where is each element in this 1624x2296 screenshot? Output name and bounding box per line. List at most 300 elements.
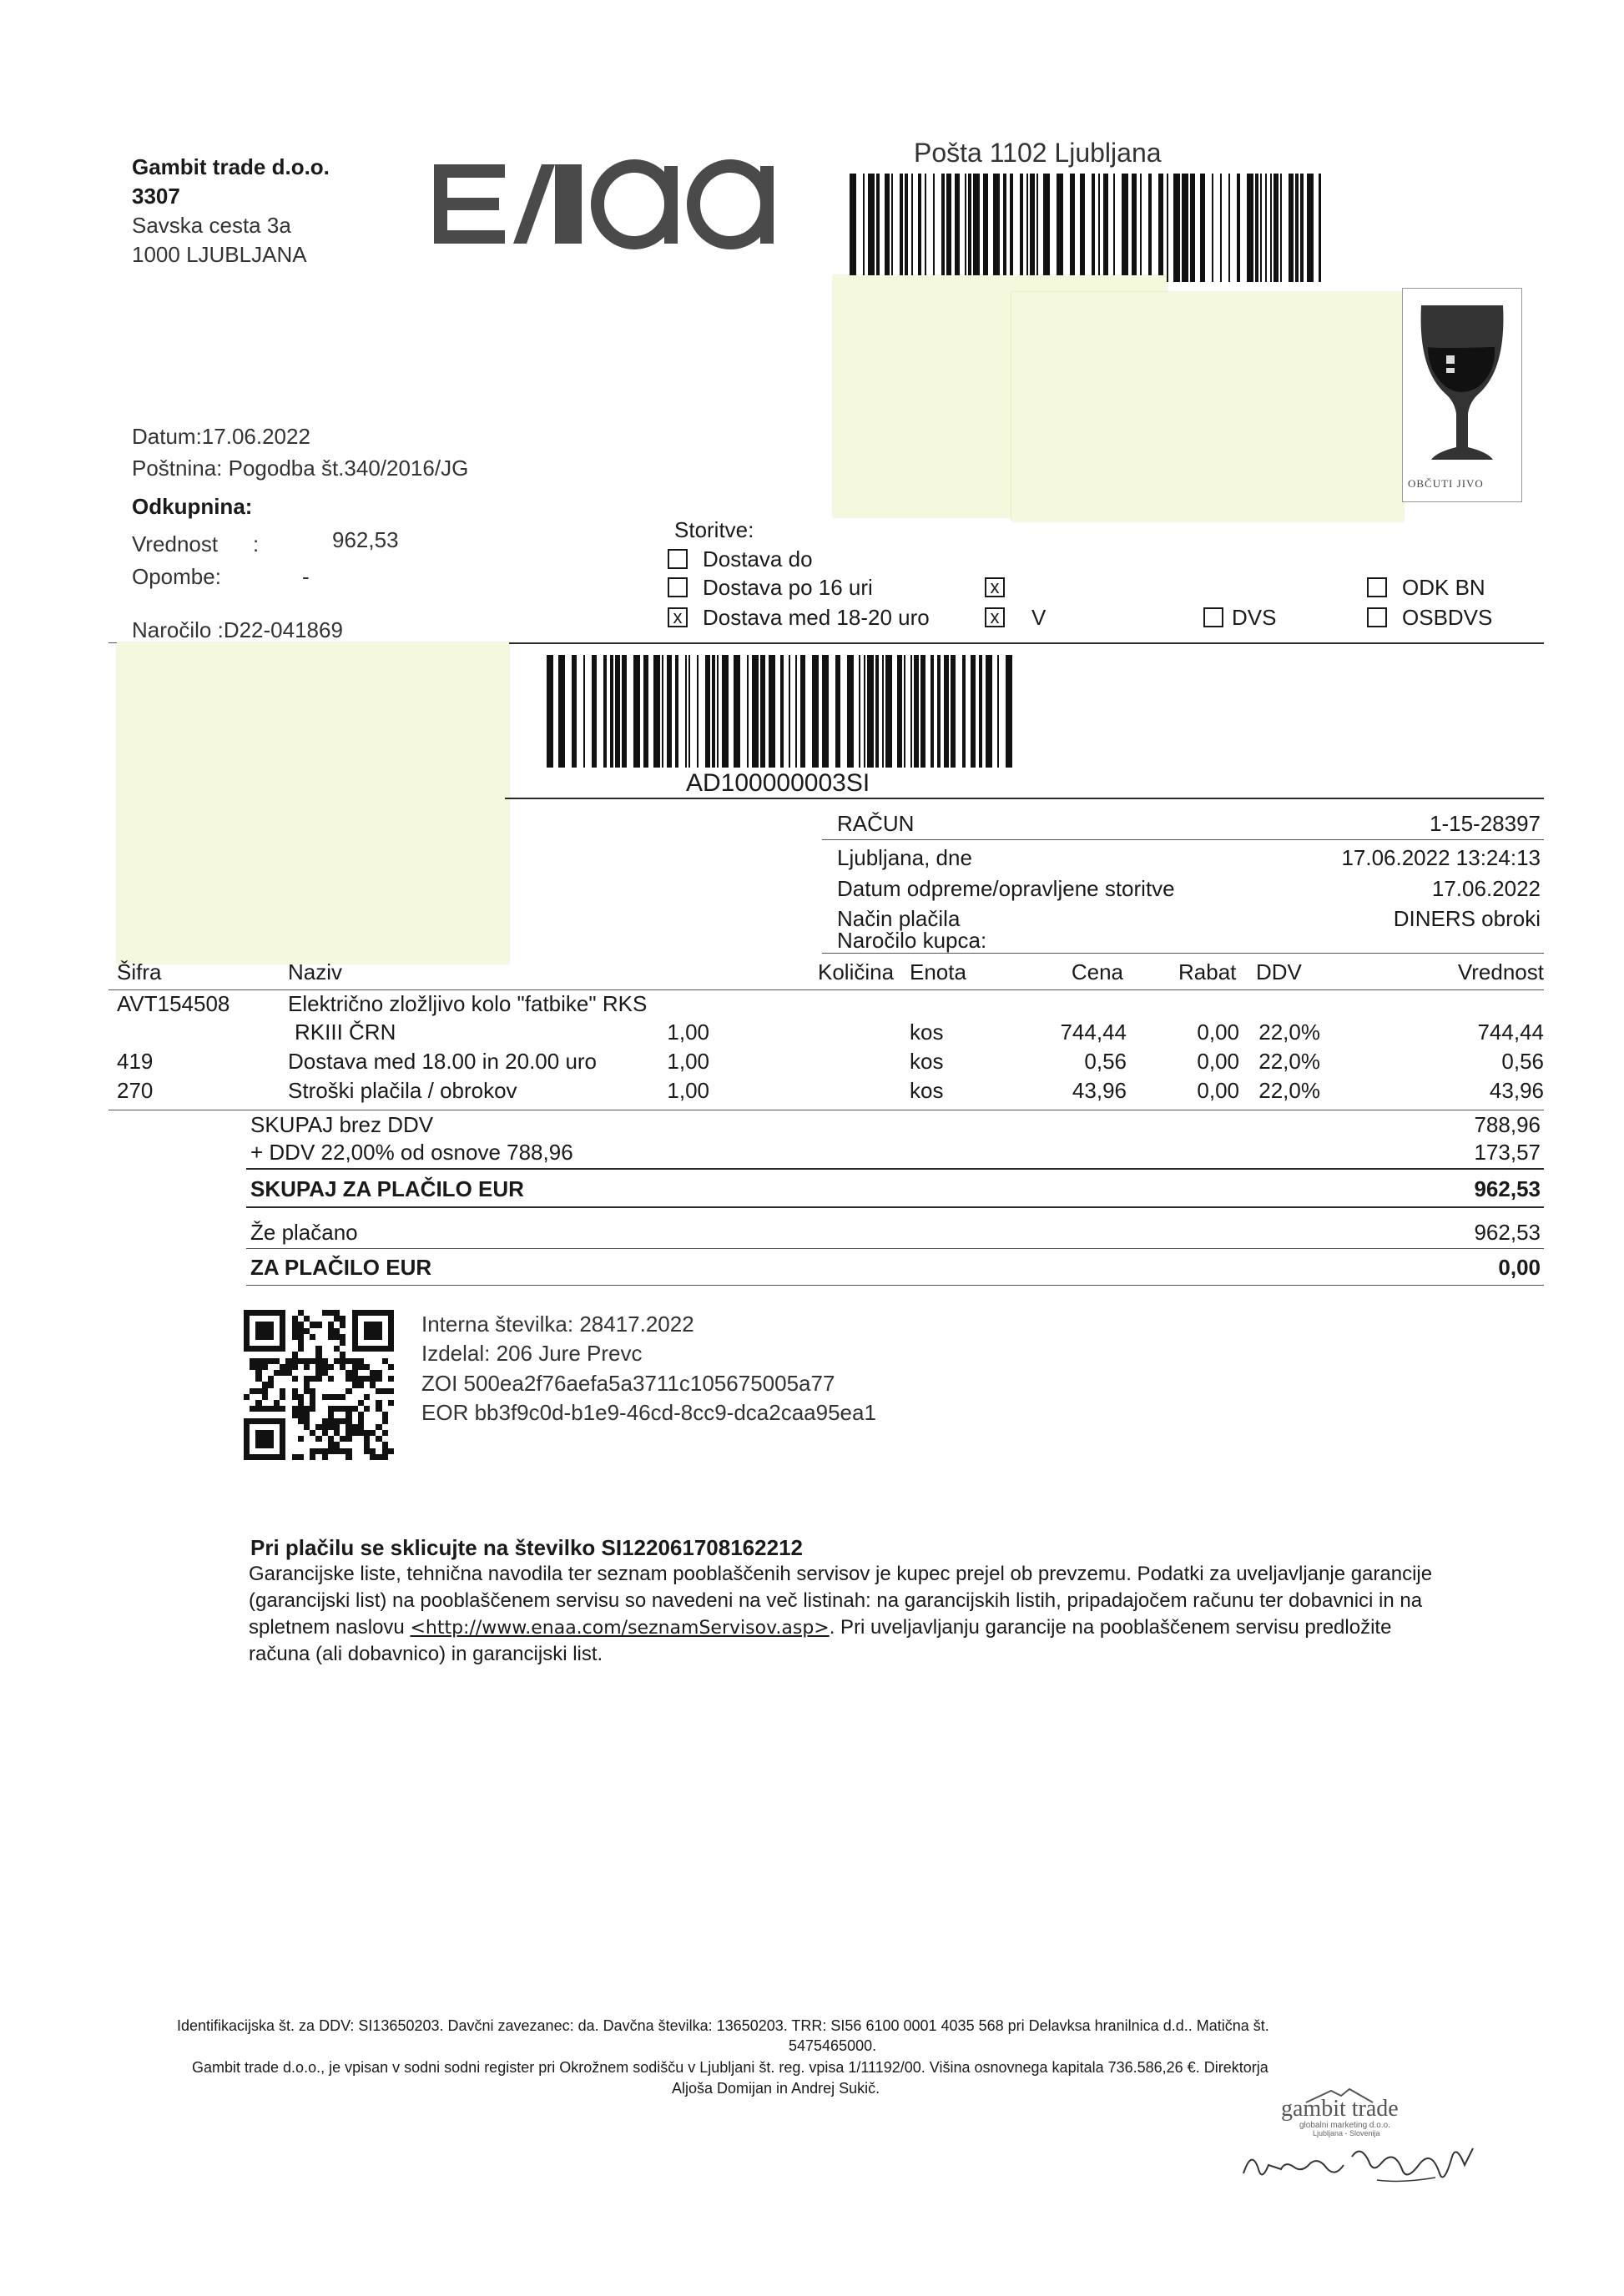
qr-module	[364, 1448, 370, 1454]
barcode-bar	[904, 655, 905, 768]
barcode-bar	[914, 655, 919, 768]
barcode-bar	[1003, 174, 1006, 282]
barcode-bar	[900, 174, 903, 282]
barcode-bar	[688, 655, 690, 768]
row-vrednost: 0,56	[1501, 1049, 1544, 1074]
qr-module	[388, 1376, 394, 1382]
qr-module	[274, 1370, 280, 1376]
qr-module	[345, 1430, 351, 1436]
qr-module	[328, 1376, 334, 1382]
barcode-bar	[752, 655, 759, 768]
qr-module	[292, 1316, 298, 1322]
barcode-bar	[1103, 174, 1108, 282]
footer-line-3: Gambit trade d.o.o., je vpisan v sodni sodni register pri Okrožnem sodišču v Ljubljani št. reg. vpisa 1/11192/00. Višina osnovnega kapitala 736.586,26 €. Direktorja	[192, 2059, 1268, 2076]
barcode-bar	[1113, 174, 1115, 282]
checkbox-v[interactable]: x	[985, 607, 1005, 627]
barcode-bar	[962, 655, 966, 768]
qr-module	[364, 1328, 370, 1334]
barcode-bar	[1255, 174, 1258, 282]
qr-module	[274, 1358, 280, 1364]
qr-module	[280, 1388, 285, 1394]
storitve-dvs: DVS	[1232, 605, 1277, 630]
qr-module	[352, 1328, 358, 1334]
warranty-line-1: Garancijske liste, tehnična navodila ter seznam pooblaščenih servisov je kupec prejel ob prevzemu. Podatki za uveljavljanje garancije	[249, 1563, 1433, 1585]
qr-module	[322, 1370, 328, 1376]
ddv-value: 173,57	[1474, 1140, 1541, 1165]
barcode-bar	[1148, 174, 1152, 282]
qr-module	[304, 1316, 310, 1322]
qr-module	[376, 1400, 381, 1406]
qr-module	[280, 1454, 285, 1460]
qr-module	[262, 1334, 268, 1340]
qr-module	[280, 1424, 285, 1430]
servis-link[interactable]: <http://www.enaa.com/seznamServisov.asp>	[410, 1618, 830, 1639]
barcode-bar	[905, 174, 908, 282]
qr-module	[268, 1436, 274, 1442]
qr-module	[328, 1424, 334, 1430]
qr-module	[358, 1346, 364, 1352]
qr-module	[310, 1388, 315, 1394]
barcode-bar	[1307, 174, 1314, 282]
qr-module	[298, 1418, 304, 1424]
barcode-bar	[918, 174, 921, 282]
barcode-bar	[941, 174, 945, 282]
qr-module	[298, 1412, 304, 1417]
opombe-value: -	[302, 564, 310, 589]
barcode-bar	[1260, 174, 1262, 282]
storitve-v: V	[1031, 605, 1047, 630]
barcode-bar	[910, 655, 912, 768]
qr-module	[244, 1340, 250, 1346]
qr-module	[334, 1442, 340, 1448]
qr-module	[255, 1310, 261, 1316]
qr-module	[250, 1406, 255, 1412]
barcode-bar	[685, 655, 687, 768]
qr-module	[358, 1400, 364, 1406]
qr-module	[358, 1412, 364, 1417]
footer-line-1: Identifikacijska št. za DDV: SI13650203. Davčni zavezanec: da. Davčna številka: 13650203. TRR: SI56 6100 0001 4035 568 pri Delavksa hranilnica d.d.. Matična št.	[177, 2017, 1269, 2034]
sender-code: 3307	[132, 184, 180, 209]
warranty-line-4: računa (ali dobavnico) in garancijski list.	[249, 1643, 603, 1665]
barcode-bar	[1319, 174, 1321, 282]
col-kolicina: Količina	[818, 959, 895, 984]
qr-module	[310, 1376, 315, 1382]
barcode-bar	[622, 655, 627, 768]
qr-module	[364, 1394, 370, 1400]
barcode-bar	[847, 655, 854, 768]
qr-module	[255, 1430, 261, 1436]
qr-module	[244, 1394, 250, 1400]
barcode-bar	[1098, 174, 1100, 282]
barcode-bar	[734, 655, 740, 768]
qr-module	[376, 1436, 381, 1442]
qr-module	[292, 1358, 298, 1364]
qr-module	[262, 1442, 268, 1448]
datum: Datum:17.06.2022	[132, 424, 310, 449]
storitve-opt2: Dostava po 16 uri	[703, 575, 873, 600]
barcode-bar	[882, 655, 884, 768]
qr-module	[315, 1364, 321, 1370]
qr-module	[315, 1448, 321, 1454]
qr-module	[268, 1406, 274, 1412]
barcode-bar	[867, 655, 874, 768]
qr-module	[292, 1454, 298, 1460]
table-row	[117, 991, 1544, 1021]
row-kolicina: 1,00	[667, 1020, 709, 1045]
barcode-bar	[946, 174, 951, 282]
qr-module	[310, 1406, 315, 1412]
qr-module	[285, 1364, 291, 1370]
row-cena: 744,44	[1060, 1020, 1127, 1045]
skupaj-label: SKUPAJ ZA PLAČILO EUR	[250, 1176, 524, 1201]
barcode-bar	[885, 655, 892, 768]
row-rabat: 0,00	[1197, 1020, 1239, 1045]
barcode-bar	[868, 174, 875, 282]
qr-module	[370, 1376, 376, 1382]
qr-module	[334, 1448, 340, 1454]
barcode-bar	[885, 174, 890, 282]
qr-module	[322, 1424, 328, 1430]
qr-module	[262, 1358, 268, 1364]
qr-module	[345, 1454, 351, 1460]
qr-module	[244, 1346, 250, 1352]
stamp-sub: globalni marketing d.o.o.	[1299, 2121, 1390, 2130]
barcode-bar	[864, 655, 865, 768]
qr-module	[340, 1340, 345, 1346]
vrednost-sep: :	[253, 531, 260, 556]
qr-module	[328, 1310, 334, 1316]
barcode-bar	[822, 655, 829, 768]
qr-module	[334, 1310, 340, 1316]
qr-module	[268, 1310, 274, 1316]
qr-module	[382, 1418, 388, 1424]
barcode-bar	[859, 655, 860, 768]
qr-module	[370, 1322, 376, 1327]
barcode-bar	[1020, 174, 1023, 282]
qr-module	[376, 1424, 381, 1430]
qr-module	[244, 1310, 250, 1316]
qr-module	[255, 1346, 261, 1352]
za-placilo-value: 0,00	[1498, 1255, 1541, 1280]
barcode-bar	[667, 655, 672, 768]
qr-module	[298, 1394, 304, 1400]
barcode-bar	[780, 655, 784, 768]
qr-module	[298, 1406, 304, 1412]
qr-module	[345, 1424, 351, 1430]
row-enota: kos	[910, 1049, 944, 1074]
totals-rule-3	[246, 1248, 1544, 1249]
qr-module	[262, 1430, 268, 1436]
qr-module	[388, 1346, 394, 1352]
barcode-bar	[850, 174, 856, 282]
qr-module	[328, 1442, 334, 1448]
qr-module	[358, 1424, 364, 1430]
barcode-bar	[712, 655, 715, 768]
qr-module	[328, 1448, 334, 1454]
qr-module	[262, 1454, 268, 1460]
checkbox-col2-row2[interactable]: x	[985, 577, 1005, 597]
qr-module	[388, 1310, 394, 1316]
qr-module	[250, 1388, 255, 1394]
qr-module	[388, 1448, 394, 1454]
barcode-bar	[610, 655, 613, 768]
qr-module	[280, 1436, 285, 1442]
barcode-bar	[789, 655, 790, 768]
barcode-bar	[1228, 174, 1230, 282]
row-vrednost: 744,44	[1477, 1020, 1544, 1045]
qr-module	[334, 1358, 340, 1364]
qr-module	[310, 1430, 315, 1436]
row-cena: 43,96	[1072, 1078, 1127, 1103]
qr-module	[352, 1430, 358, 1436]
storitve-odk-bn: ODK BN	[1402, 575, 1485, 600]
barcode-bar	[592, 655, 597, 768]
warranty-line-2: (garancijski list) na pooblaščenem servisu so navedeni na več listinah: na garancijskih listih, pripadajočem računu ter dobavnici in na	[249, 1589, 1423, 1612]
row-enota: kos	[910, 1020, 944, 1045]
col-cena: Cena	[1071, 959, 1123, 984]
qr-module	[244, 1436, 250, 1442]
barcode-bar	[993, 174, 1000, 282]
checkbox-dvs[interactable]	[1203, 607, 1223, 627]
qr-module	[382, 1448, 388, 1454]
qr-module	[315, 1358, 321, 1364]
qr-module	[364, 1346, 370, 1352]
barcode-bar	[876, 174, 880, 282]
barcode-bar	[1057, 174, 1063, 282]
qr-module	[328, 1322, 334, 1327]
barcode-bar	[944, 655, 949, 768]
qr-module	[328, 1436, 334, 1442]
qr-module	[382, 1346, 388, 1352]
qr-module	[304, 1388, 310, 1394]
qr-module	[304, 1424, 310, 1430]
barcode-bar	[1190, 174, 1195, 282]
barcode-bar	[997, 655, 999, 768]
barcode-bar	[1158, 174, 1163, 282]
barcode-bar	[968, 174, 971, 282]
enaa-logo	[430, 154, 814, 254]
qr-module	[280, 1364, 285, 1370]
storitve-opt1: Dostava do	[703, 546, 813, 571]
qr-module	[310, 1448, 315, 1454]
qr-module	[388, 1316, 394, 1322]
row-kolicina: 1,00	[667, 1078, 709, 1103]
table-row	[117, 1078, 1544, 1108]
qr-module	[244, 1454, 250, 1460]
barcode-bar	[1247, 174, 1253, 282]
qr-module	[268, 1358, 274, 1364]
qr-module	[364, 1310, 370, 1316]
qr-module	[244, 1430, 250, 1436]
row-sifra: 270	[117, 1078, 154, 1103]
qr-module	[280, 1328, 285, 1334]
qr-module	[255, 1328, 261, 1334]
barcode-bar	[572, 655, 577, 768]
qr-module	[262, 1436, 268, 1442]
barcode-bar	[1026, 174, 1028, 282]
qr-module	[268, 1376, 274, 1382]
barcode-bar	[1300, 174, 1304, 282]
qr-module	[364, 1334, 370, 1340]
checkbox-odk-bn[interactable]	[1367, 577, 1387, 597]
barcode-bar	[1167, 174, 1168, 282]
barcode-bar	[897, 655, 902, 768]
qr-module	[352, 1340, 358, 1346]
qr-module	[315, 1352, 321, 1357]
qr-module	[262, 1328, 268, 1334]
qr-module	[382, 1388, 388, 1394]
barcode-bar	[920, 655, 925, 768]
checkbox-dostava-po[interactable]	[668, 577, 688, 597]
qr-module	[292, 1388, 298, 1394]
storitve-title: Storitve:	[674, 517, 754, 542]
barcode-bar	[891, 174, 893, 282]
qr-module	[340, 1316, 345, 1322]
totals-rule-4	[246, 1285, 1544, 1286]
narocilo: Naročilo :D22-041869	[132, 617, 343, 642]
barcode-bar	[705, 655, 710, 768]
qr-module	[328, 1394, 334, 1400]
barcode-bar	[1200, 174, 1205, 282]
qr-module	[382, 1310, 388, 1316]
qr-module	[298, 1358, 304, 1364]
barcode-bar	[653, 655, 660, 768]
row-ddv: 22,0%	[1258, 1078, 1320, 1103]
tracking-barcode	[547, 655, 1014, 768]
stamp-sub2: Ljubljana - Slovenija	[1313, 2129, 1380, 2137]
tracking-code: AD100000003SI	[686, 769, 870, 797]
qr-module	[340, 1418, 345, 1424]
row-ddv: 22,0%	[1258, 1049, 1320, 1074]
qr-module	[250, 1310, 255, 1316]
qr-module	[322, 1310, 328, 1316]
interna-stevilka: Interna številka: 28417.2022	[421, 1312, 694, 1337]
tracking-rule	[505, 798, 1544, 799]
qr-module	[388, 1400, 394, 1406]
odprema-label: Datum odpreme/opravljene storitve	[837, 876, 1175, 901]
barcode-bar	[547, 655, 553, 768]
footer-line-2: 5475465000.	[789, 2037, 877, 2054]
qr-module	[352, 1382, 358, 1387]
barcode-bar	[675, 655, 678, 768]
qr-module	[322, 1454, 328, 1460]
barcode-bar	[1140, 174, 1142, 282]
qr-module	[334, 1394, 340, 1400]
qr-module	[255, 1334, 261, 1340]
sender-company: Gambit trade d.o.o.	[132, 154, 330, 179]
sender-street: Savska cesta 3a	[132, 213, 291, 238]
totals-rule-2	[246, 1206, 1544, 1208]
checkbox-dostava-do[interactable]	[668, 549, 688, 569]
barcode-bar	[643, 655, 648, 768]
row-naziv-2: RKIII ČRN	[295, 1020, 396, 1045]
qr-module	[340, 1322, 345, 1327]
barcode-bar	[937, 655, 941, 768]
qr-module	[322, 1394, 328, 1400]
barcode-bar	[933, 174, 935, 282]
qr-module	[328, 1334, 334, 1340]
col-rabat: Rabat	[1178, 959, 1237, 984]
qr-module	[244, 1448, 250, 1454]
qr-module	[376, 1310, 381, 1316]
row-vrednost: 43,96	[1489, 1078, 1544, 1103]
qr-module	[352, 1316, 358, 1322]
barcode-bar	[1006, 655, 1012, 768]
opombe-label: Opombe:	[132, 564, 221, 589]
qr-module	[382, 1442, 388, 1448]
qr-module	[364, 1376, 370, 1382]
qr-module	[255, 1364, 261, 1370]
qr-module	[255, 1376, 261, 1382]
barcode-bar	[1010, 174, 1013, 282]
qr-module	[345, 1406, 351, 1412]
qr-module	[376, 1334, 381, 1340]
qr-module	[244, 1334, 250, 1340]
qr-module	[340, 1394, 345, 1400]
qr-module	[280, 1310, 285, 1316]
placano-value: 962,53	[1474, 1220, 1541, 1245]
postnina: Poštnina: Pogodba št.340/2016/JG	[132, 456, 469, 481]
qr-module	[322, 1364, 328, 1370]
barcode-bar	[971, 655, 976, 768]
ddv-label: + DDV 22,00% od osnove 788,96	[250, 1140, 573, 1165]
qr-module	[244, 1424, 250, 1430]
qr-module	[328, 1364, 334, 1370]
col-vrednost: Vrednost	[1457, 959, 1544, 984]
barcode-bar	[697, 655, 699, 768]
qr-module	[304, 1382, 310, 1387]
top-barcode	[850, 174, 1321, 282]
qr-module	[268, 1454, 274, 1460]
qr-module	[334, 1328, 340, 1334]
storitve-opt3: Dostava med 18-20 uro	[703, 605, 930, 630]
qr-module	[370, 1448, 376, 1454]
qr-module	[370, 1430, 376, 1436]
checkbox-osbdvs[interactable]	[1367, 607, 1387, 627]
qr-module	[262, 1310, 268, 1316]
qr-module	[370, 1346, 376, 1352]
row-naziv: Dostava med 18.00 in 20.00 uro	[288, 1049, 598, 1074]
qr-module	[345, 1436, 351, 1442]
qr-module	[292, 1394, 298, 1400]
qr-module	[292, 1376, 298, 1382]
qr-module	[345, 1370, 351, 1376]
skupaj-brez-label: SKUPAJ brez DDV	[250, 1112, 434, 1137]
barcode-bar	[1280, 174, 1282, 282]
barcode-bar	[979, 655, 982, 768]
barcode-bar	[769, 655, 775, 768]
qr-module	[376, 1370, 381, 1376]
qr-module	[274, 1400, 280, 1406]
qr-module	[364, 1436, 370, 1442]
qr-module	[298, 1436, 304, 1442]
barcode-bar	[973, 174, 980, 282]
vrednost-value: 962,53	[332, 527, 399, 552]
qr-module	[280, 1406, 285, 1412]
sender-city: 1000 LJUBLJANA	[132, 242, 307, 267]
row-enota: kos	[910, 1078, 944, 1103]
qr-module	[358, 1310, 364, 1316]
qr-module	[280, 1316, 285, 1322]
qr-module	[298, 1340, 304, 1346]
skupaj-value: 962,53	[1474, 1176, 1541, 1201]
qr-module	[250, 1358, 255, 1364]
qr-module	[388, 1388, 394, 1394]
barcode-bar	[1092, 174, 1095, 282]
checkbox-dostava-med[interactable]: x	[668, 607, 688, 627]
qr-module	[298, 1322, 304, 1327]
qr-module	[315, 1424, 321, 1430]
